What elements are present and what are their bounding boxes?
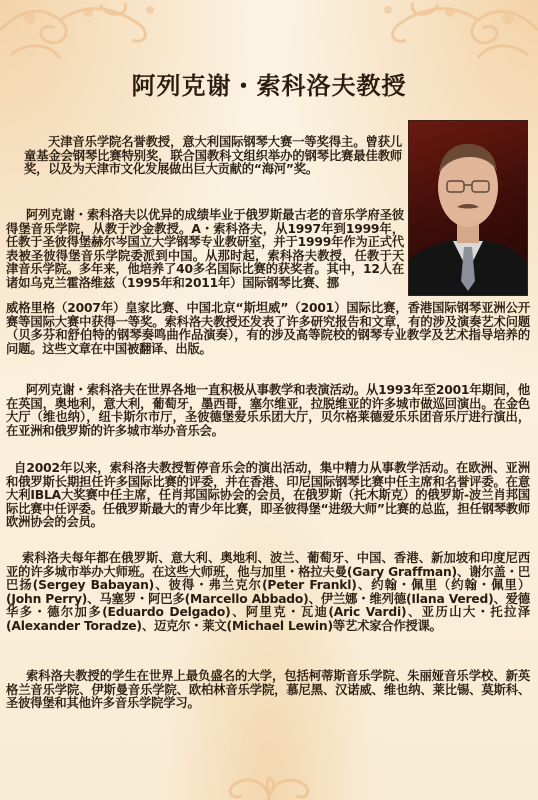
portrait-illustration	[409, 121, 527, 295]
floral-ornament-top-right	[338, 0, 538, 70]
page-title: 阿列克谢・索科洛夫教授	[131, 72, 407, 100]
paragraph-intro: 天津音乐学院名誉教授，意大利国际钢琴大赛一等奖得主。曾获儿童基金会钢琴比赛特别奖，联合国教科文组织举办的钢琴比赛最佳教师奖，以及为天津市文化发展做出巨大贡献的“海河”奖。	[24, 135, 402, 177]
floral-ornament-bottom	[210, 764, 328, 800]
paragraph-education-continued: 威格里格（2007年）皇家比赛、中国北京“斯坦威”（2001）国际比赛，香港国际钢琴亚洲公开赛等国际大赛中获得一等奖。索科洛夫教授还发表了许多研究报告和文章，有的涉及演奏艺术问题（贝多芬和舒伯特的钢琴奏鸣曲作品演奏），有的涉及高等院校的钢琴专业教学及艺术指导培养的问题。这些文章在中国被翻译、出版。	[6, 301, 530, 356]
paragraph-masterclasses: 索科洛夫每年都在俄罗斯、意大利、奥地利、波兰、葡萄牙、中国、香港、新加坡和印度尼西亚的许多城市举办大师班。在这些大师班，他与加里・格拉夫曼(Gary Graffman)、谢尔盖・巴巴扬(Sergey Babayan)、彼得・弗兰克尔(Peter Frankl)、约翰・佩里（约翰・佩里）(John Perry)、马塞罗・阿巴多(Marcello Abbado)、伊兰娜・维列德(Ilana Vered)、爱德华多・德尔加多(Eduardo Delgado)、阿里克・瓦迪(Aric Vardi)、亚历山大・托拉泽(Alexander Toradze)、迈克尔・莱文(Michael Lewin)等艺术家合作授课。	[6, 551, 530, 633]
paragraph-students: 索科洛夫教授的学生在世界上最负盛名的大学，包括柯蒂斯音乐学院、朱丽娅音乐学校、新英格兰音乐学院、伊斯曼音乐学院、欧柏林音乐学院，慕尼黑、汉诺威、维也纳、莱比锡、莫斯科、圣彼得堡和其他许多音乐学院学习。	[6, 669, 530, 711]
paragraph-performances: 阿列克谢・索科洛夫在世界各地一直积极从事教学和表演活动。从1993年至2001年期间，他在英国，奥地利，意大利，葡萄牙，墨西哥，塞尔维亚，拉脱维亚的许多城市做巡回演出。在金色大厅（维也纳），纽卡斯尔市厅，圣彼德堡爱乐乐团大厅，贝尔格莱德爱乐乐团音乐厅进行演出，在亚洲和俄罗斯的许多城市举办音乐会。	[6, 383, 530, 438]
paragraph-jury-activities: 自2002年以来，索科洛夫教授暂停音乐会的演出活动，集中精力从事教学活动。在欧洲、亚洲和俄罗斯长期担任许多国际比赛的评委，并在香港、印尼国际钢琴比赛中任主席和名誉评委。在意大利IBLA大奖赛中任主席，任肖邦国际协会的会员，在俄罗斯（托木斯克）的俄罗斯-波兰肖邦国际比赛中任评委。任俄罗斯最大的青少年比赛，即圣彼得堡“进级大师”比赛的总监，担任钢琴教师欧洲协会的会员。	[6, 461, 530, 530]
portrait-photo	[408, 120, 528, 296]
paragraph-education: 阿列克谢・索科洛夫以优异的成绩毕业于俄罗斯最古老的音乐学府圣彼得堡音乐学院，从教于沙金教授。A・索科洛夫，从1997年到1999年，任教于圣彼得堡赫尔岑国立大学钢琴专业教研室，并于1999年作为正式代表被圣彼得堡音乐学院委派到中国。从那时起，索科洛夫教授，任教于天津音乐学院。多年来，他培养了40多名国际比赛的获奖者。其中，12人在诸如乌克兰霍洛维兹（1995年和2011年）国际钢琴比赛、挪	[6, 208, 404, 290]
floral-ornament-top-left	[0, 0, 200, 70]
